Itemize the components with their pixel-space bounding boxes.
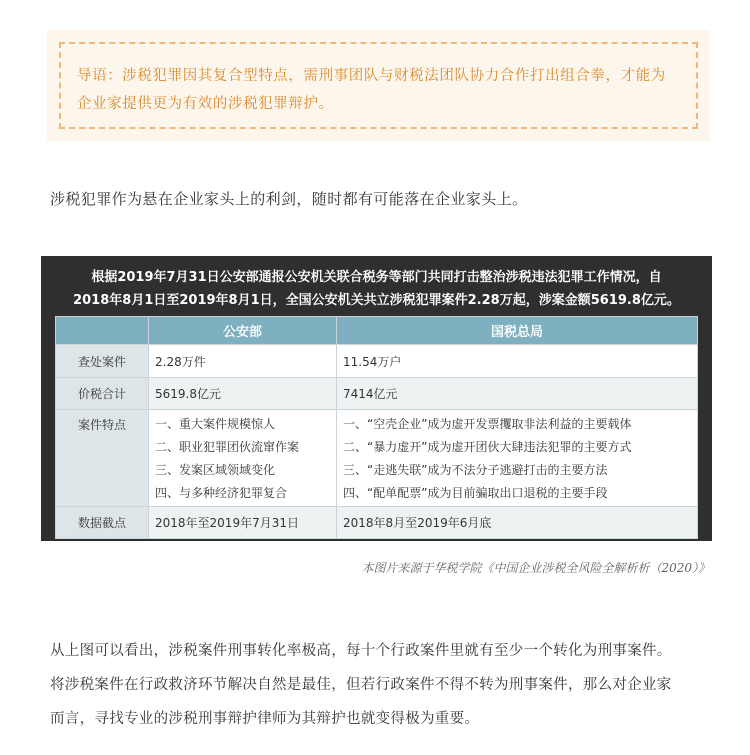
feature-item: 二、“暴力虚开”成为虚开团伙大肆违法犯罪的主要方式 xyxy=(343,440,632,454)
figure-image xyxy=(41,256,712,541)
row-label: 价税合计 xyxy=(56,378,149,410)
table-row xyxy=(56,345,698,378)
row-label: 数据截点 xyxy=(56,507,149,539)
feature-item: 三、“走逃失联”成为不法分子逃避打击的主要方法 xyxy=(343,463,608,477)
feature-item: 二、职业犯罪团伙流窜作案 xyxy=(155,440,300,454)
lead-border xyxy=(59,42,698,129)
table-row xyxy=(56,410,698,507)
paragraph-2-line-2: 将涉税案件在行政救济环节解决自然是最佳，但若行政案件不得不转为刑事案件，那么对企业家 xyxy=(50,677,672,693)
lead-box xyxy=(47,30,710,141)
paragraph-2 xyxy=(50,634,720,736)
feature-item: 一、“空壳企业”成为虚开发票攫取非法利益的主要载体 xyxy=(343,417,632,431)
figure-caption: 本图片来源于华税学院《中国企业涉税全风险全解析析（2020）》 xyxy=(361,561,710,575)
table-header-corner xyxy=(56,317,149,345)
police-value: 2.28万件 xyxy=(149,345,337,378)
row-label: 案件特点 xyxy=(56,410,149,507)
figure-title-line-1: 根据2019年7月31日公安部通报公安机关联合税务等部门共同打击整治涉税违法犯罪工作情况，自 xyxy=(91,270,662,285)
figure-title-line-2: 2018年8月1日至2019年8月1日，全国公安机关共立涉税犯罪案件2.28万起，涉案金额5619.8亿元。 xyxy=(73,293,680,308)
feature-item: 四、与多种经济犯罪复合 xyxy=(155,486,288,500)
feature-item: 一、重大案件规模惊人 xyxy=(155,417,276,431)
tax-value: 11.54万户 xyxy=(337,345,698,378)
statistics-table xyxy=(55,316,698,539)
tax-features xyxy=(337,410,698,507)
tax-value: 7414亿元 xyxy=(337,378,698,410)
paragraph-2-line-3: 而言，寻找专业的涉税刑事辩护律师为其辩护也就变得极为重要。 xyxy=(50,711,480,727)
police-value: 5619.8亿元 xyxy=(149,378,337,410)
row-label: 查处案件 xyxy=(56,345,149,378)
lead-text: 导语：涉税犯罪因其复合型特点，需刑事团队与财税法团队协力合作打出组合拳，才能为企业家提供更为有效的涉税犯罪辩护。 xyxy=(77,68,666,112)
table-row xyxy=(56,378,698,410)
police-value: 2018年至2019年7月31日 xyxy=(149,507,337,539)
table-header-tax: 国税总局 xyxy=(337,317,698,345)
police-features xyxy=(149,410,337,507)
paragraph-1: 涉税犯罪作为悬在企业家头上的利剑，随时都有可能落在企业家头上。 xyxy=(50,190,528,208)
tax-value: 2018年8月至2019年6月底 xyxy=(337,507,698,539)
paragraph-2-line-1: 从上图可以看出，涉税案件刑事转化率极高，每十个行政案件里就有至少一个转化为刑事案件。 xyxy=(50,643,672,659)
feature-item: 三、发案区域领域变化 xyxy=(155,463,276,477)
figure-title xyxy=(41,266,712,312)
table-header-police: 公安部 xyxy=(149,317,337,345)
table-row xyxy=(56,507,698,539)
feature-item: 四、“配单配票”成为目前骗取出口退税的主要手段 xyxy=(343,486,608,500)
table-header-row xyxy=(56,317,698,345)
